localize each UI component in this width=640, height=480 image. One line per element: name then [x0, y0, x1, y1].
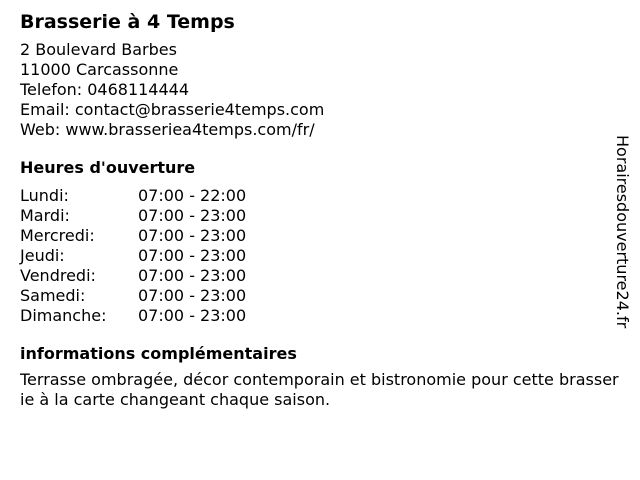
hours-day: Mardi:	[20, 206, 70, 225]
hours-day: Mercredi:	[20, 226, 95, 245]
address-street: 2 Boulevard Barbes	[20, 40, 177, 59]
info-heading: informations complémentaires	[20, 344, 297, 363]
hours-day: Vendredi:	[20, 266, 96, 285]
hours-row-sunday	[20, 306, 610, 326]
hours-row-thursday	[20, 246, 610, 266]
email-line: Email: contact@brasserie4temps.com	[20, 100, 325, 119]
info-description: Terrasse ombragée, décor contemporain et bistronomie pour cette brasserie à la carte changeant chaque saison.	[20, 370, 619, 409]
hours-row-saturday	[20, 286, 610, 306]
hours-time: 07:00 - 22:00	[138, 186, 247, 205]
hours-row-monday	[20, 186, 610, 206]
hours-day: Dimanche:	[20, 306, 107, 325]
hours-row-tuesday	[20, 206, 610, 226]
hours-row-wednesday	[20, 226, 610, 246]
hours-time: 07:00 - 23:00	[138, 286, 247, 305]
hours-row-friday	[20, 266, 610, 286]
hours-time: 07:00 - 23:00	[138, 246, 247, 265]
address-block	[20, 40, 610, 140]
hours-time: 07:00 - 23:00	[138, 306, 247, 325]
address-city: 11000 Carcassonne	[20, 60, 179, 79]
side-brand-watermark: Horairesdouverture24.fr	[613, 135, 632, 329]
hours-day: Jeudi:	[20, 246, 65, 265]
phone-line: Telefon: 0468114444	[20, 80, 190, 99]
hours-day: Samedi:	[20, 286, 86, 305]
business-name: Brasserie à 4 Temps	[20, 11, 235, 33]
hours-table	[20, 186, 610, 326]
hours-time: 07:00 - 23:00	[138, 266, 247, 285]
hours-heading: Heures d'ouverture	[20, 158, 196, 177]
business-card	[20, 8, 619, 410]
hours-time: 07:00 - 23:00	[138, 206, 247, 225]
hours-day: Lundi:	[20, 186, 69, 205]
web-line: Web: www.brasseriea4temps.com/fr/	[20, 120, 315, 139]
hours-time: 07:00 - 23:00	[138, 226, 247, 245]
